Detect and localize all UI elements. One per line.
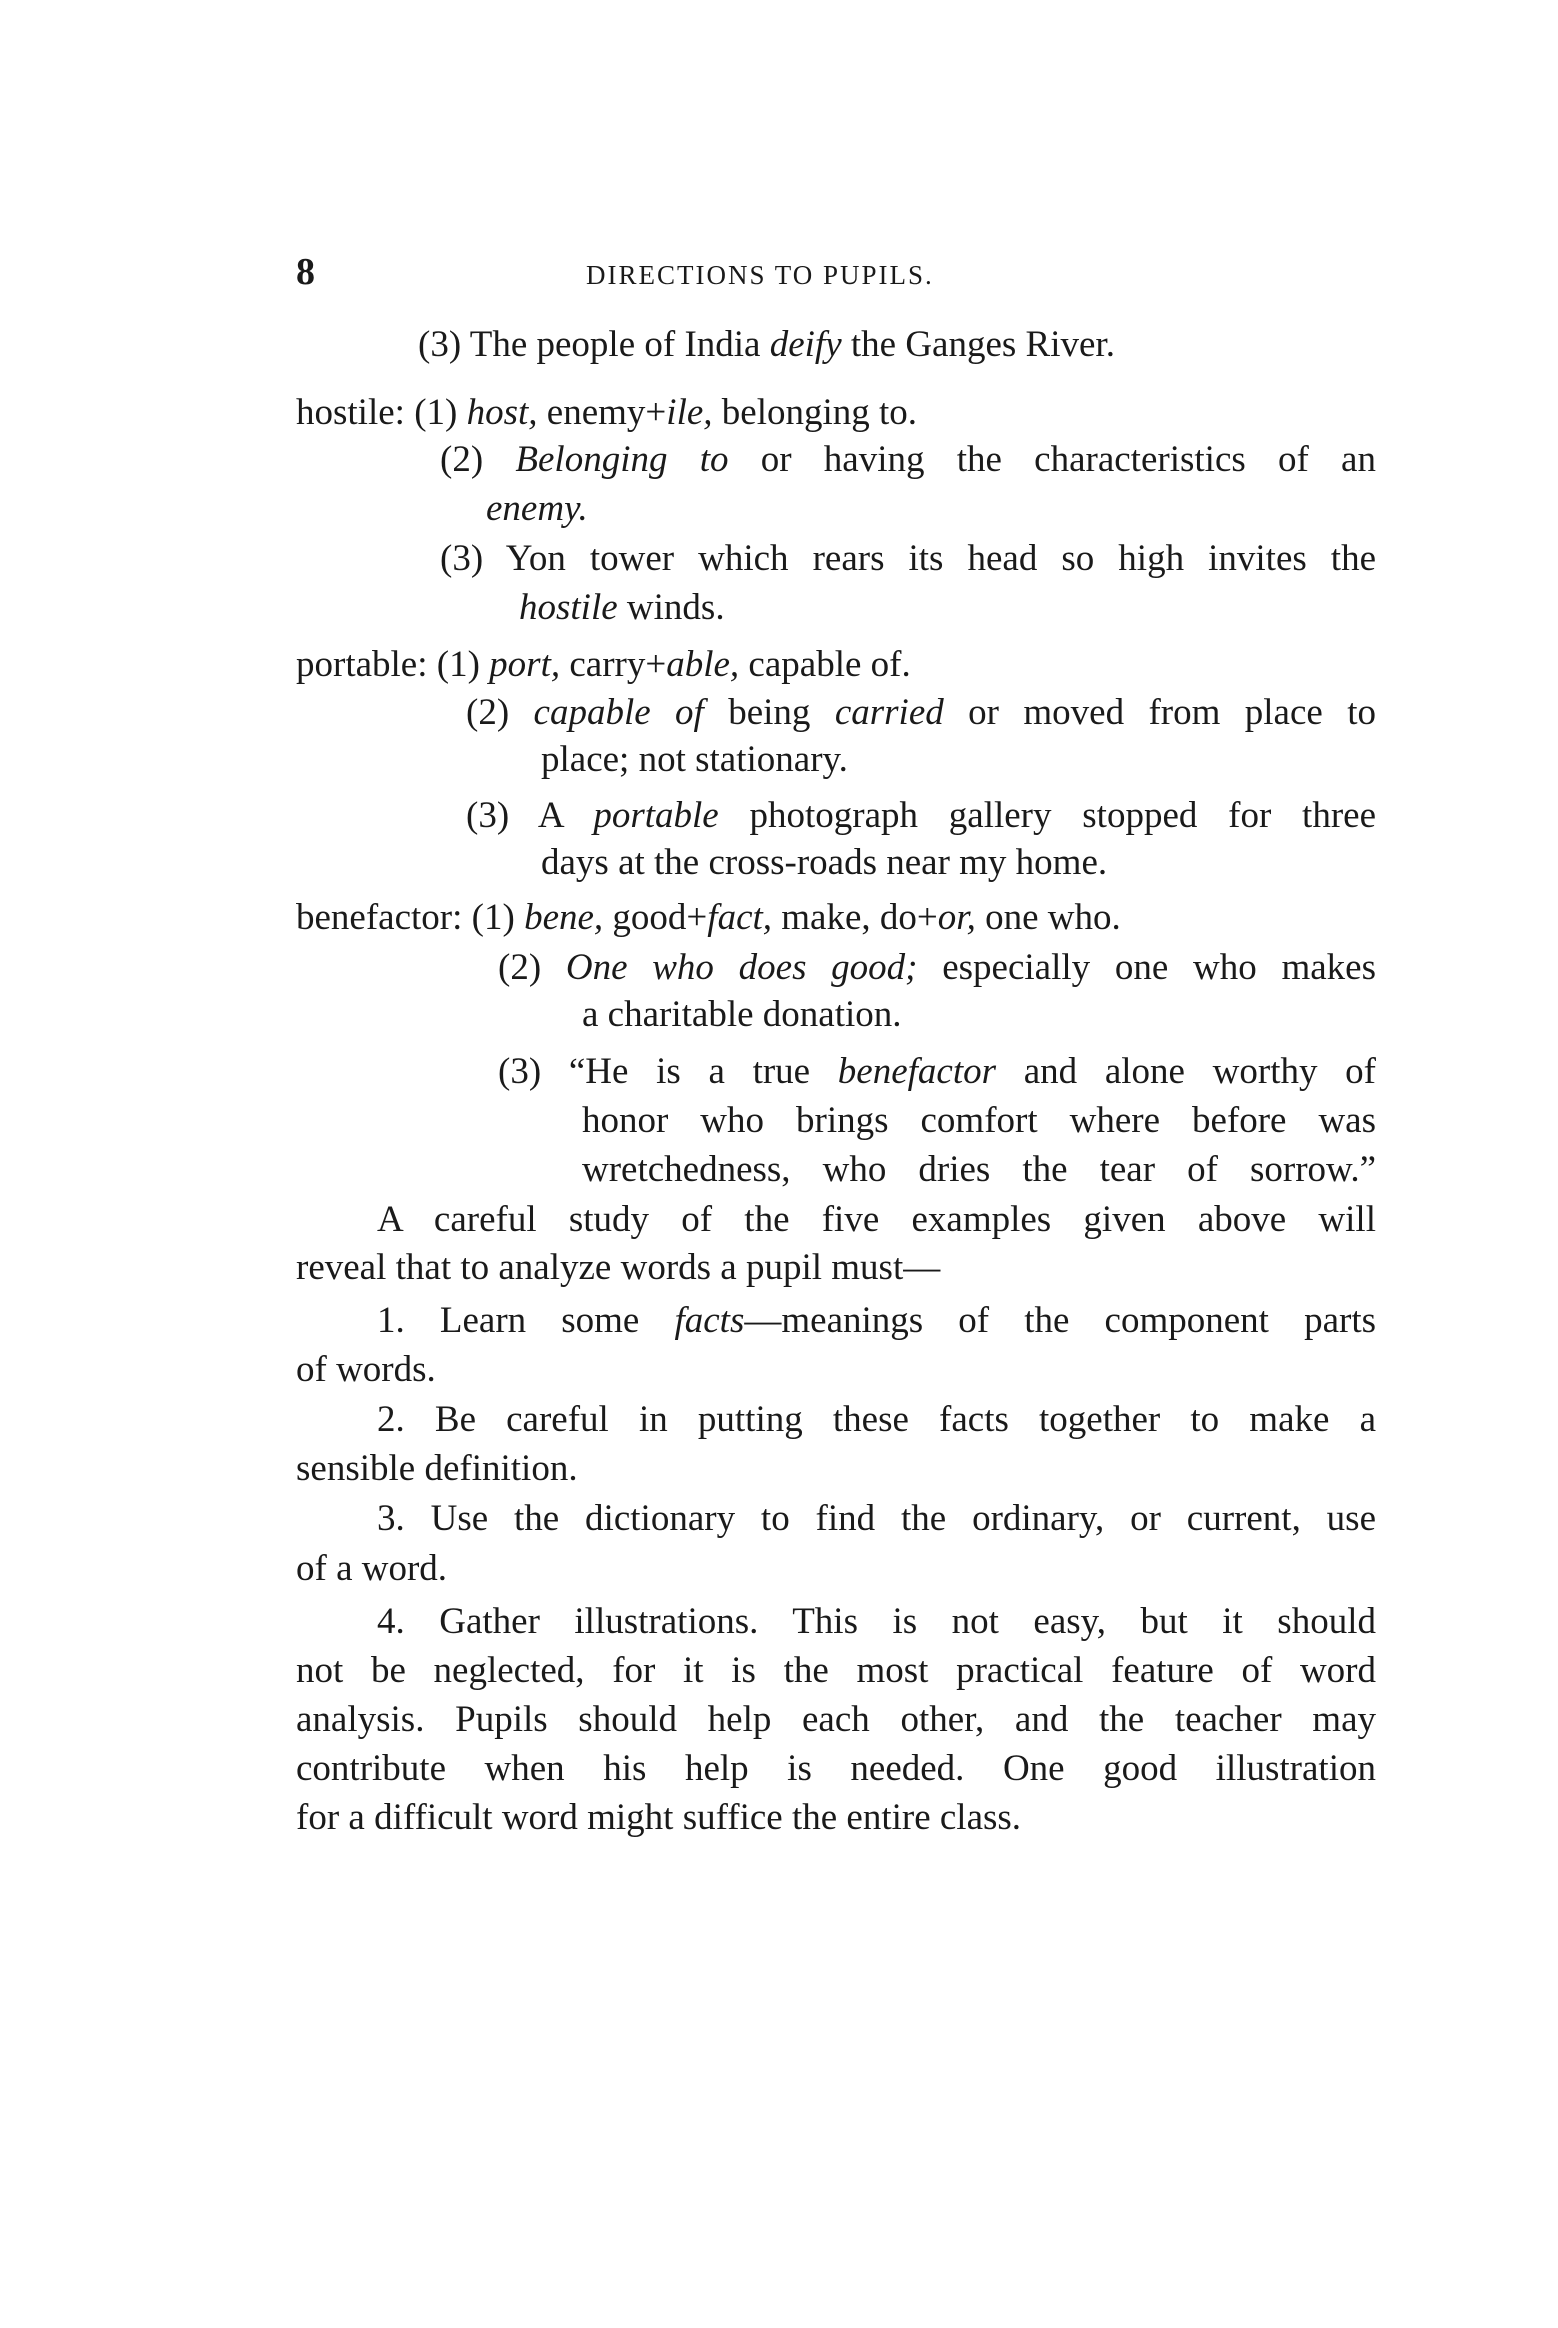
hostile-definition: (2) Belonging to or having the characteristics of an	[440, 439, 1376, 480]
step-2-cont: sensible definition.	[296, 1448, 578, 1489]
page-number: 8	[296, 251, 315, 293]
benefactor-example: (3) “He is a true benefactor and alone worthy of	[498, 1051, 1376, 1092]
step-2: 2. Be careful in putting these facts together to make a	[377, 1399, 1376, 1440]
summary-intro-cont: reveal that to analyze words a pupil must—	[296, 1247, 941, 1288]
deify-example-3: (3) The people of India deify the Ganges River.	[418, 324, 1115, 365]
step-4-cont-3: contribute when his help is needed. One good illustration	[296, 1748, 1376, 1789]
step-3-cont: of a word.	[296, 1548, 448, 1589]
benefactor-definition-cont: a charitable donation.	[582, 994, 902, 1035]
portable-entry-line-1: portable: (1) port, carry+able, capable of.	[296, 644, 911, 685]
portable-definition-cont: place; not stationary.	[541, 739, 848, 780]
step-4-cont-4: for a difficult word might suffice the entire class.	[296, 1797, 1022, 1838]
step-4-cont-2: analysis. Pupils should help each other, and the teacher may	[296, 1699, 1376, 1740]
summary-intro: A careful study of the five examples given above will	[377, 1199, 1376, 1240]
hostile-definition-cont: enemy.	[486, 488, 588, 529]
benefactor-example-cont-2: wretchedness, who dries the tear of sorrow.”	[582, 1149, 1376, 1190]
portable-example: (3) A portable photograph gallery stopped for three	[466, 795, 1376, 836]
hostile-example-cont: hostile winds.	[519, 587, 725, 628]
portable-example-cont: days at the cross-roads near my home.	[541, 842, 1108, 883]
portable-definition: (2) capable of being carried or moved from place to	[466, 692, 1376, 733]
running-head	[296, 248, 1386, 298]
entry-term-portable: portable:	[296, 644, 428, 685]
step-4: 4. Gather illustrations. This is not easy, but it should	[377, 1601, 1376, 1642]
running-head-title: DIRECTIONS TO PUPILS.	[586, 260, 934, 290]
entry-term-benefactor: benefactor:	[296, 897, 463, 938]
benefactor-example-cont-1: honor who brings comfort where before was	[582, 1100, 1376, 1141]
hostile-entry-line-1: hostile: (1) host, enemy+ile, belonging to.	[296, 392, 918, 433]
entry-term-hostile: hostile:	[296, 392, 405, 433]
step-1-cont: of words.	[296, 1349, 436, 1390]
step-3: 3. Use the dictionary to find the ordinary, or current, use	[377, 1498, 1376, 1539]
benefactor-entry-line-1: benefactor: (1) bene, good+fact, make, do+or, one who.	[296, 897, 1121, 938]
hostile-example: (3) Yon tower which rears its head so high invites the	[440, 538, 1376, 579]
step-4-cont-1: not be neglected, for it is the most practical feature of word	[296, 1650, 1376, 1691]
step-1: 1. Learn some facts—meanings of the component parts	[377, 1300, 1377, 1341]
benefactor-definition: (2) One who does good; especially one who makes	[498, 947, 1376, 988]
